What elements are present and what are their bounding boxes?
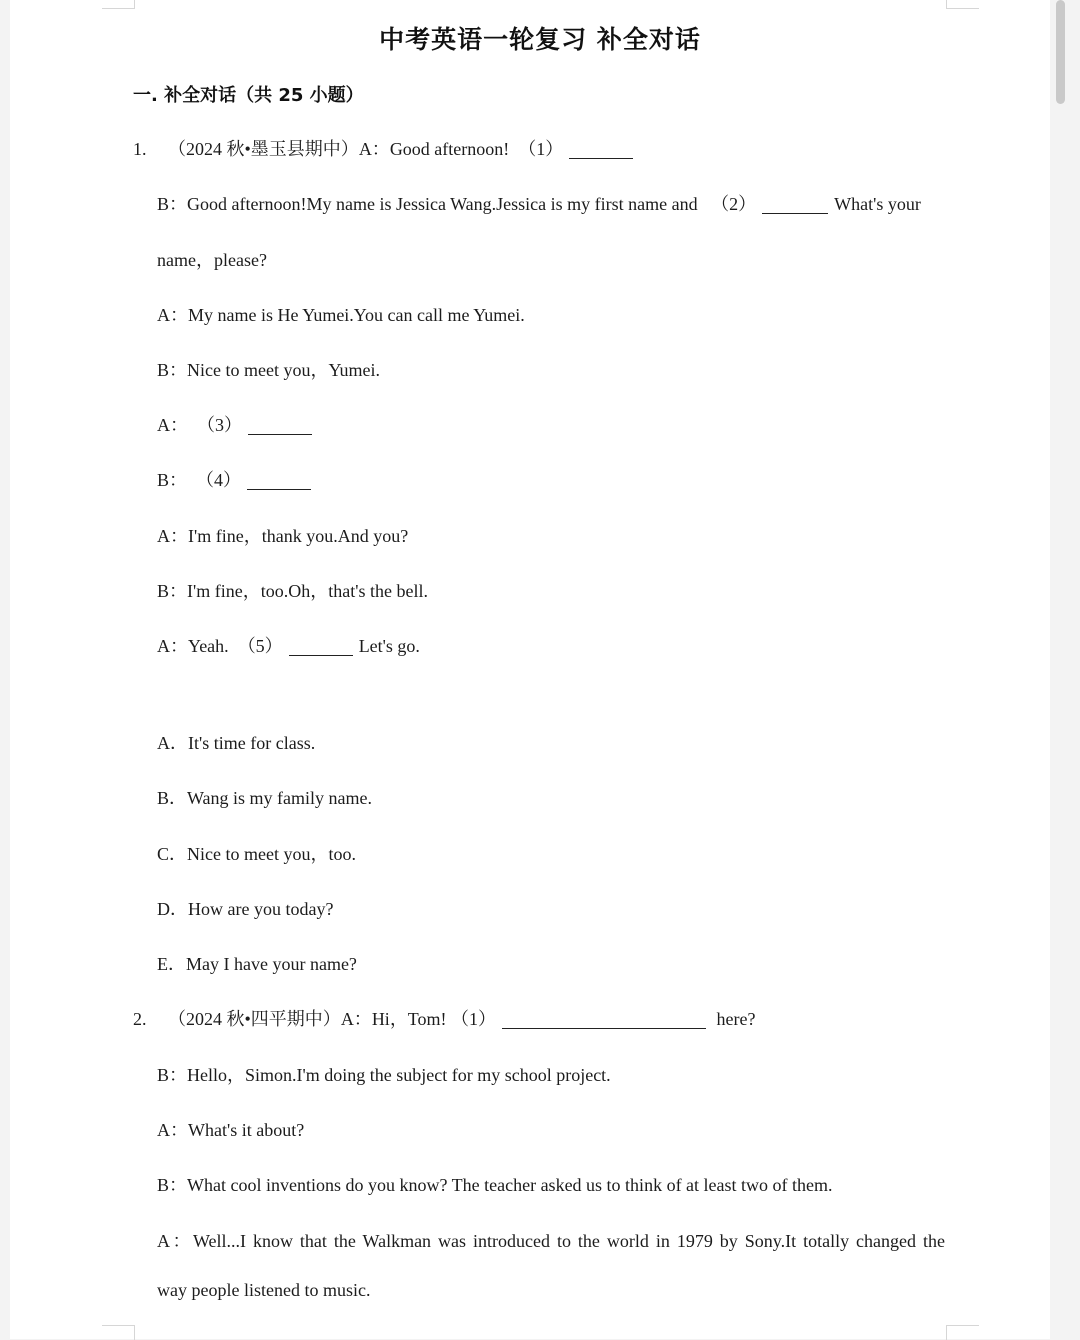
speaker-label: A： [340, 1009, 372, 1029]
question-source: （2024 秋•四平期中） [168, 1009, 341, 1029]
question-source: （2024 秋•墨玉县期中） [168, 139, 359, 159]
speaker-label: B： [157, 194, 188, 214]
option-e: E．May I have your name? [157, 954, 357, 974]
blank-number: （1） [518, 139, 564, 159]
speaker-label: B： [157, 470, 188, 490]
dialog-text: Hi，Tom! [371, 1009, 447, 1029]
q2-line-b2: B：What cool inventions do you know? The teacher asked us to think of at least two of them. [157, 1175, 833, 1195]
page-corner-mark [102, 1325, 135, 1340]
answer-blank-4[interactable] [247, 471, 311, 490]
blank-number: （2） [711, 194, 757, 214]
q1-line-b2: B：Nice to meet you，Yumei. [157, 360, 380, 380]
page-corner-mark [946, 1325, 979, 1340]
speaker-label: A： [358, 139, 390, 159]
answer-blank-1[interactable] [569, 140, 633, 159]
option-c: C．Nice to meet you，too. [157, 844, 356, 864]
blank-number: （3） [197, 415, 242, 435]
q1-line-a3 [157, 413, 318, 437]
q1-line-a4: A：I'm fine，thank you.And you? [157, 526, 409, 546]
option-d: D．How are you today? [157, 899, 334, 919]
option-a: A．It's time for class. [157, 733, 316, 753]
answer-blank-5[interactable] [289, 637, 353, 656]
dialog-text: Let's go. [358, 636, 420, 656]
scrollbar-thumb[interactable] [1056, 0, 1065, 104]
question-number: 1. [133, 139, 147, 159]
q1-line-b1-cont: name，please? [157, 250, 267, 270]
blank-number: （5） [237, 636, 283, 656]
dialog-text: Good afternoon! [389, 139, 510, 159]
answer-blank-1[interactable] [502, 1010, 706, 1029]
q2-line-b1: B：Hello，Simon.I'm doing the subject for my school project. [157, 1065, 611, 1085]
section-heading: 一. 补全对话（共 25 小题） [133, 85, 364, 106]
blank-number: （4） [196, 470, 242, 490]
q1-line-b4: B：I'm fine，too.Oh，that's the bell. [157, 581, 428, 601]
page-title: 中考英语一轮复习 补全对话 [379, 25, 701, 54]
page-corner-mark [102, 0, 135, 9]
q2-line-a3: A：Well...I know that the Walkman was introduced to the world in 1979 by Sony.It totally changed the [157, 1231, 945, 1251]
blank-number: （1） [451, 1009, 497, 1029]
dialog-text: Good afternoon!My name is Jessica Wang.Jessica is my first name and [187, 194, 698, 214]
dialog-text: Yeah. [188, 636, 229, 656]
q1-line-b3 [157, 468, 317, 492]
answer-blank-3[interactable] [248, 416, 312, 435]
q1-line-a5 [157, 634, 420, 658]
speaker-label: A： [157, 415, 188, 435]
speaker-label: A： [157, 636, 188, 656]
q2-line-a3-cont: way people listened to music. [157, 1280, 371, 1300]
q1-line-a2: A：My name is He Yumei.You can call me Yumei. [157, 305, 525, 325]
option-b: B．Wang is my family name. [157, 788, 373, 808]
q1-line-1 [133, 137, 639, 161]
vertical-scrollbar[interactable] [1054, 0, 1068, 1339]
dialog-text: What's your [834, 194, 921, 214]
page-corner-mark [946, 0, 979, 9]
dialog-text: here? [716, 1009, 756, 1029]
q1-line-b1 [157, 192, 921, 216]
question-number: 2. [133, 1009, 147, 1029]
q2-line-a2: A：What's it about? [157, 1120, 305, 1140]
answer-blank-2[interactable] [762, 195, 828, 214]
q2-line-1 [133, 1007, 756, 1031]
